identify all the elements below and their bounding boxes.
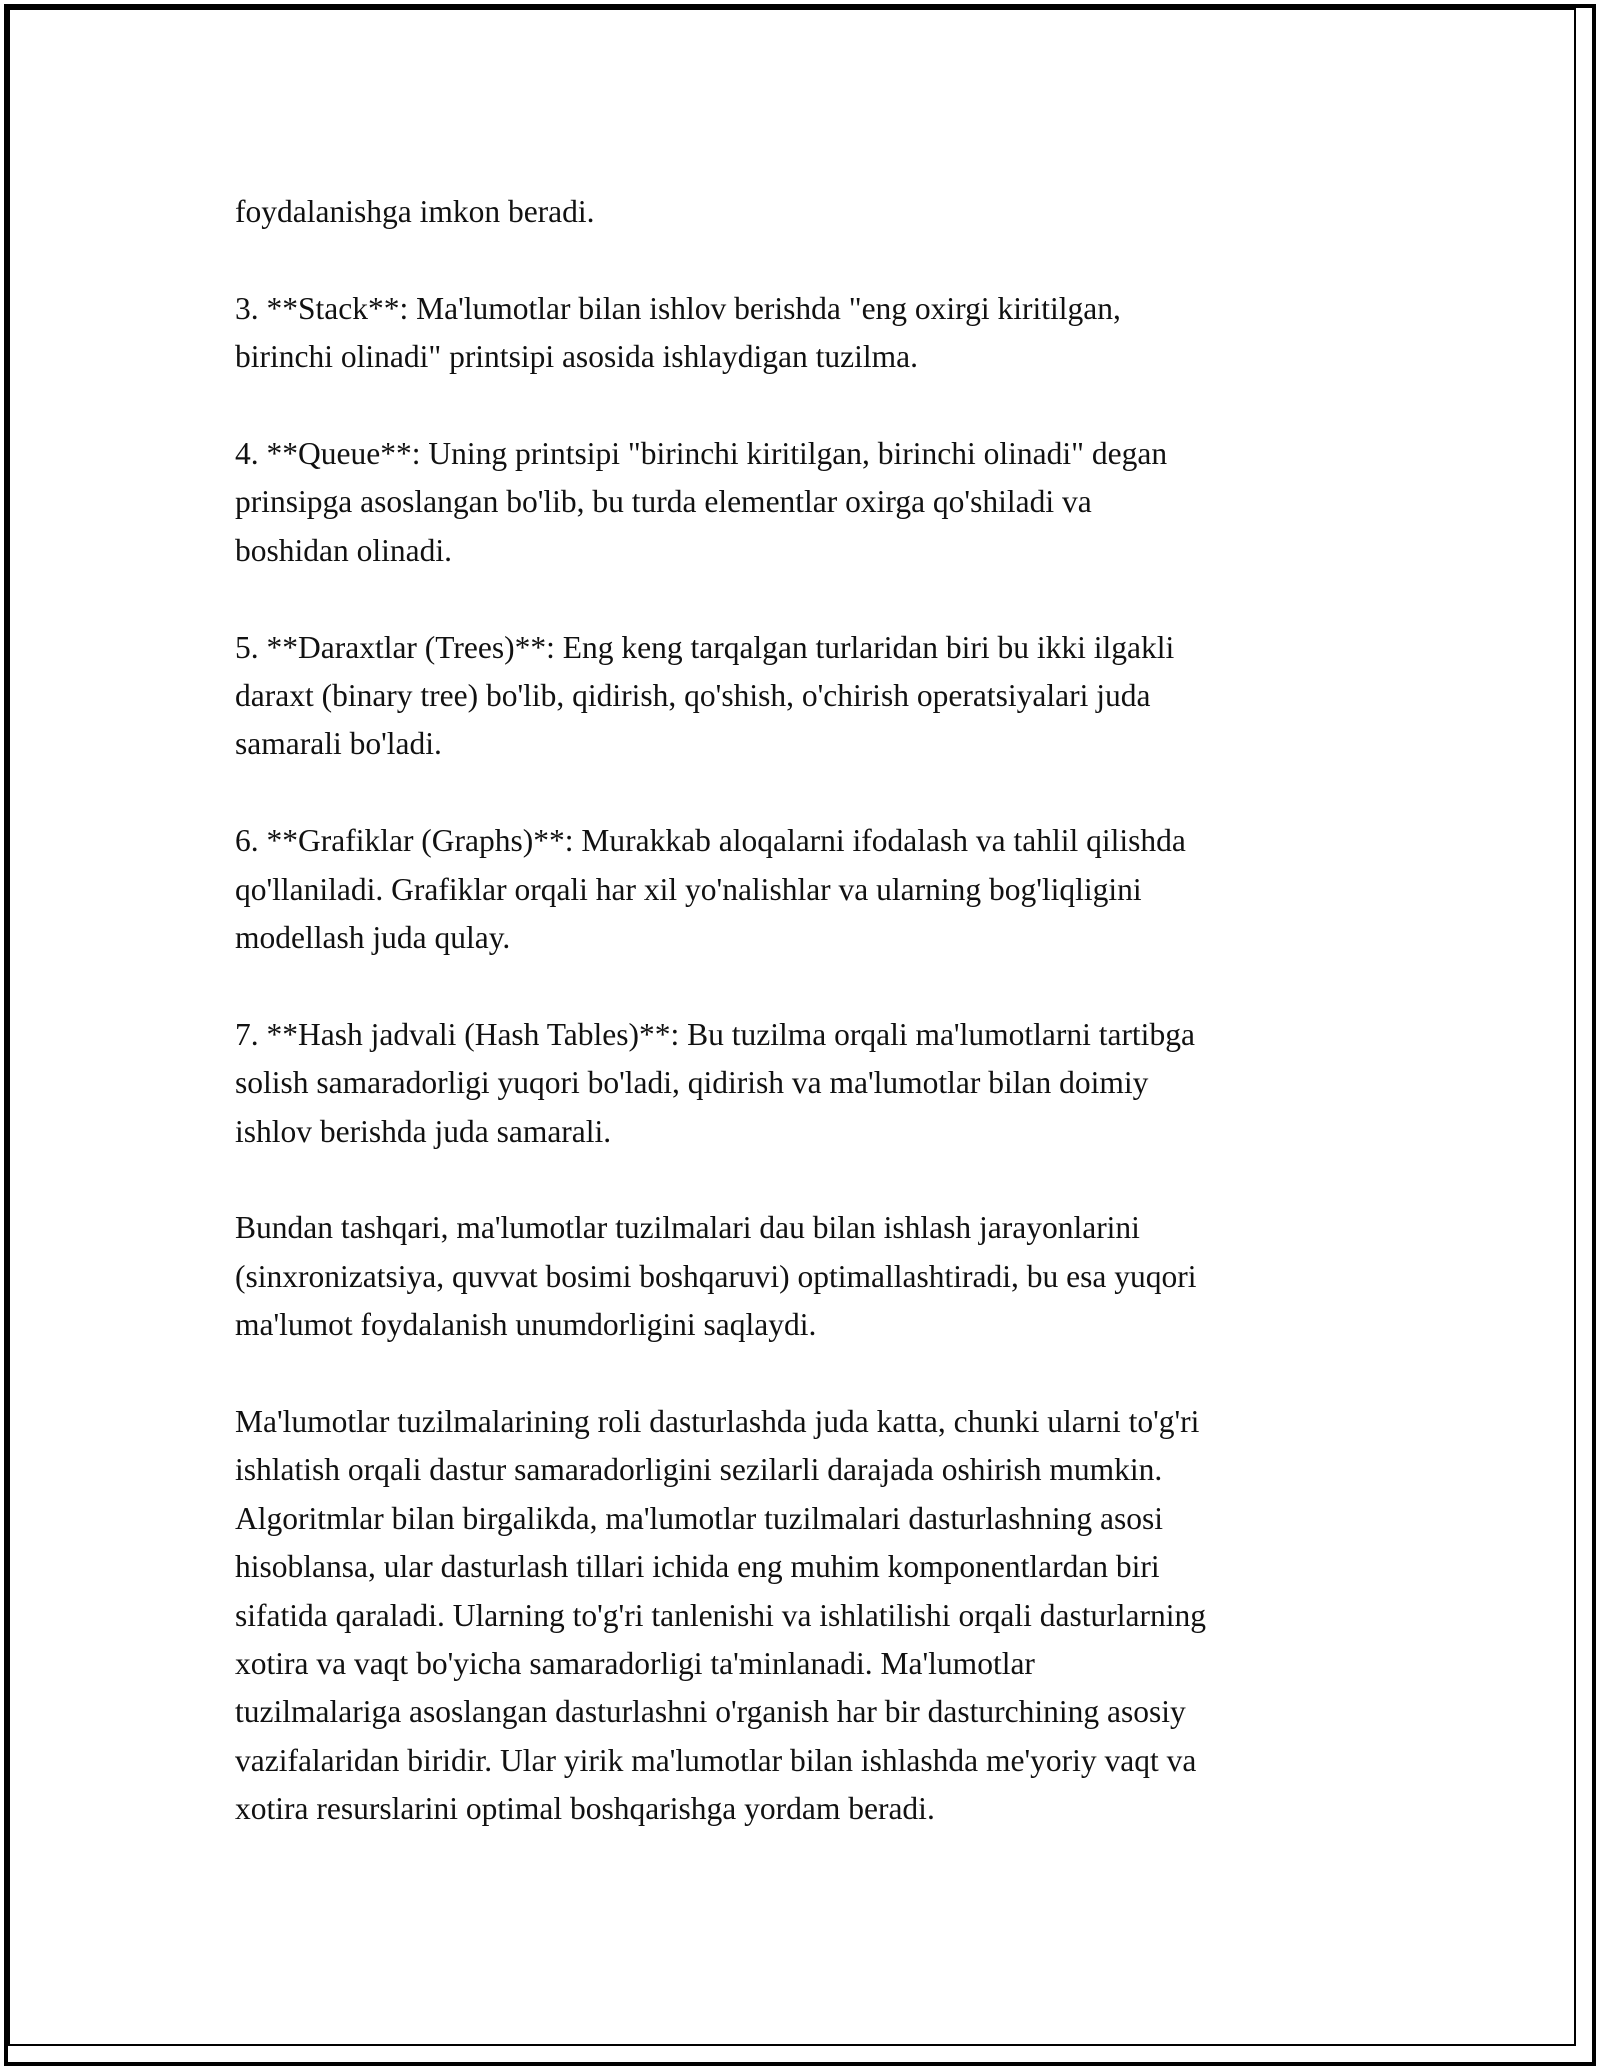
text-line: samarali bo'ladi. <box>235 726 442 762</box>
text-line: Ma'lumotlar tuzilmalarining roli dasturlashda juda katta, chunki ularni to'g'ri <box>235 1404 1200 1440</box>
paragraph-queue <box>235 430 1400 575</box>
text-line: tuzilmalariga asoslangan dasturlashni o'rganish har bir dasturchining asosiy <box>235 1694 1186 1730</box>
text-line: sifatida qaraladi. Ularning to'g'ri tanlenishi va ishlatilishi orqali dasturlarning <box>235 1597 1206 1633</box>
text-line: modellash juda qulay. <box>235 920 511 956</box>
document-body <box>235 188 1400 1882</box>
text-line: Algoritmlar bilan birgalikda, ma'lumotlar tuzilmalari dasturlashning asosi <box>235 1500 1164 1536</box>
text-line: (sinxronizatsiya, quvvat bosimi boshqaruvi) optimallashtiradi, bu esa yuqori <box>235 1258 1197 1294</box>
text-line: foydalanishga imkon beradi. <box>235 194 595 229</box>
text-line: daraxt (binary tree) bo'lib, qidirish, qo'shish, o'chirish operatsiyalari juda <box>235 678 1151 714</box>
text-line: 6. **Grafiklar (Graphs)**: Murakkab aloqalarni ifodalash va tahlil qilishda <box>235 823 1186 859</box>
text-line: qo'llaniladi. Grafiklar orqali har xil yo'nalishlar va ularning bog'liqligini <box>235 871 1142 907</box>
text-line: prinsipga asoslangan bo'lib, bu turda elementlar oxirga qo'shiladi va <box>235 484 1092 520</box>
text-line: boshidan olinadi. <box>235 532 452 568</box>
text-line: ishlov berishda juda samarali. <box>235 1113 612 1149</box>
text-line: ishlatish orqali dastur samaradorligini sezilarli darajada oshirish mumkin. <box>235 1452 1163 1488</box>
text-line: solish samaradorligi yuqori bo'ladi, qidirish va ma'lumotlar bilan doimiy <box>235 1065 1149 1101</box>
paragraph-graphs <box>235 817 1400 962</box>
text-line: 5. **Daraxtlar (Trees)**: Eng keng tarqalgan turlaridan biri bu ikki ilgakli <box>235 629 1175 665</box>
text-line: hisoblansa, ular dasturlash tillari ichida eng muhim komponentlardan biri <box>235 1549 1160 1585</box>
text-line: 3. **Stack**: Ma'lumotlar bilan ishlov berishda "eng oxirgi kiritilgan, <box>235 290 1121 326</box>
paragraph-intro-continuation <box>235 188 1400 236</box>
paragraph-stack <box>235 285 1400 382</box>
paragraph-trees <box>235 624 1400 769</box>
text-line: 4. **Queue**: Uning printsipi "birinchi kiritilgan, birinchi olinadi" degan <box>235 436 1168 471</box>
text-line: xotira va vaqt bo'yicha samaradorligi ta'minlanadi. Ma'lumotlar <box>235 1646 1035 1682</box>
text-line: xotira resurslarini optimal boshqarishga yordam beradi. <box>235 1791 935 1827</box>
paragraph-conclusion <box>235 1398 1400 1834</box>
text-line: vazifalaridan biridir. Ular yirik ma'lumotlar bilan ishlashda me'yoriy vaqt va <box>235 1742 1197 1778</box>
text-line: birinchi olinadi" printsipi asosida ishlaydigan tuzilma. <box>235 339 919 375</box>
text-line: Bundan tashqari, ma'lumotlar tuzilmalari dau bilan ishlash jarayonlarini <box>235 1210 1140 1246</box>
text-line: 7. **Hash jadvali (Hash Tables)**: Bu tuzilma orqali ma'lumotlarni tartibga <box>235 1016 1195 1052</box>
text-line: ma'lumot foydalanish unumdorligini saqlaydi. <box>235 1307 817 1343</box>
paragraph-hash-tables <box>235 1011 1400 1156</box>
paragraph-additional <box>235 1204 1400 1349</box>
